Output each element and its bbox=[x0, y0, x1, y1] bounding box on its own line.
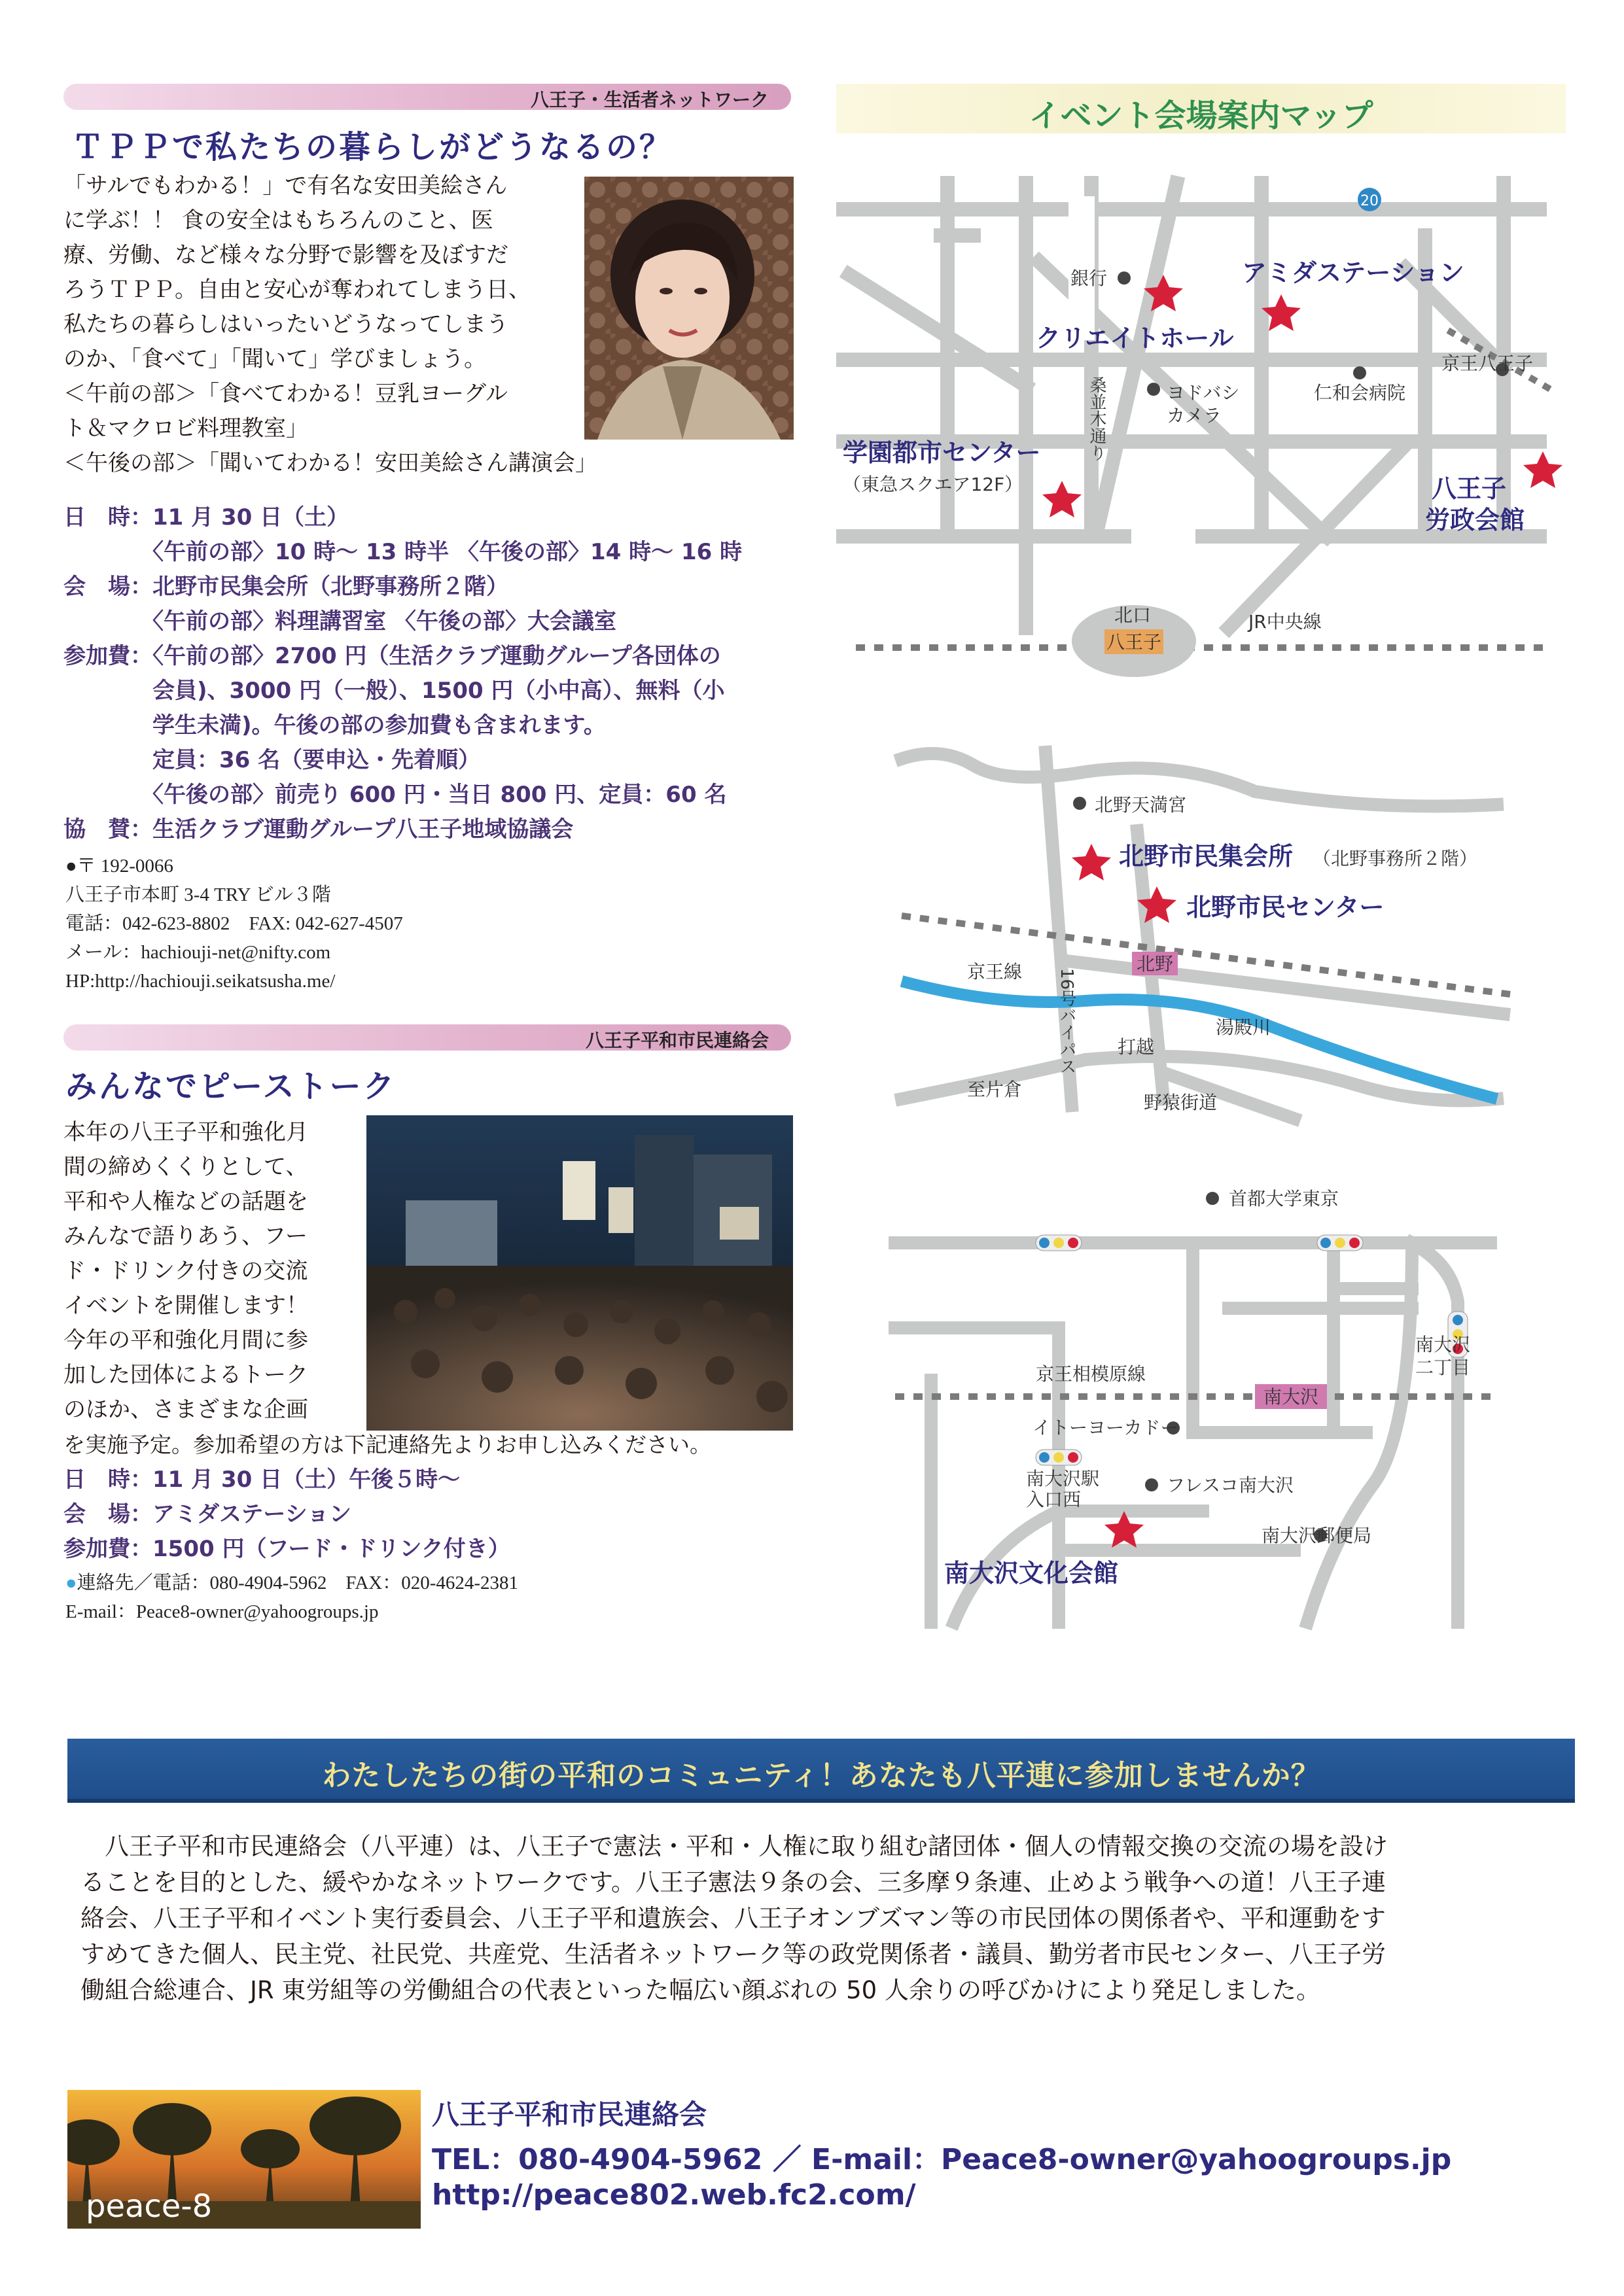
rosei-label-1: 八王子 bbox=[1432, 474, 1507, 503]
peace-contact-email[interactable]: E-mail：Peace8-owner@yahoogroups.jp bbox=[65, 1601, 379, 1622]
shukaijo-label: 北野市民集会所 bbox=[1119, 842, 1294, 871]
peace-detail-line: 参加費：1500 円（フード・ドリンク付き） bbox=[63, 1536, 510, 1562]
create-hall-label: クリエイトホール bbox=[1036, 324, 1234, 353]
peace-intro-line: 間の締めくくりとして、 bbox=[63, 1154, 308, 1180]
rally-photo bbox=[366, 1115, 793, 1431]
jinwa-hospital-label: 仁和会病院 bbox=[1314, 382, 1406, 404]
tokyu-square-label: （東急スクエア12F） bbox=[843, 474, 1023, 495]
footer-org-name: 八王子平和市民連絡会 bbox=[432, 2098, 707, 2131]
uchikoshi-label: 打越 bbox=[1118, 1036, 1155, 1058]
kitano-station-label: 北野 bbox=[1136, 953, 1174, 975]
minamiosawa-station-label: 南大沢 bbox=[1263, 1386, 1319, 1408]
tpp-intro-line: 「サルでもわかる！」で有名な安田美絵さん bbox=[63, 173, 508, 199]
peace8-logo bbox=[67, 2090, 421, 2229]
tpp-contact-postal: ●〒 192-0066 bbox=[65, 856, 173, 877]
banner-text: わたしたちの街の平和のコミュニティ！あなたも八平連に参加しませんか？ bbox=[322, 1759, 1320, 1792]
tpp-intro-line: のか、「食べて」「聞いて」学びましょう。 bbox=[63, 346, 486, 372]
tpp-intro-line: 私たちの暮らしはいったいどうなってしまう bbox=[63, 311, 508, 338]
tpp-contact-address: 八王子市本町 3-4 TRY ビル３階 bbox=[65, 884, 331, 905]
peace-detail-line: 日 時：11 月 30 日（土）午後５時～ bbox=[63, 1467, 461, 1493]
eki-iriguchi-label-1: 南大沢駅 bbox=[1026, 1468, 1100, 1489]
tpp-detail-line: 日 時：11 月 30 日（土） bbox=[63, 504, 349, 531]
tpp-program-line: ＜午前の部＞「食べてわかる！豆乳ヨーグル bbox=[63, 381, 508, 407]
tpp-program bbox=[63, 377, 803, 481]
yudono-river-label: 湯殿川 bbox=[1216, 1017, 1271, 1038]
univ-label: 首都大学東京 bbox=[1229, 1188, 1339, 1209]
about-line: 働組合総連合、JR 東労組等の労働組合の代表といった幅広い顔ぶれの 50 人余りの呼びかけにより発足しました。 bbox=[80, 1976, 1320, 2004]
tpp-detail-line: 会員)、3000 円（一般）、1500 円（小中高）、無料（小 bbox=[63, 678, 725, 704]
map-hachioji bbox=[836, 170, 1576, 693]
eki-iriguchi-label-2: 入口西 bbox=[1026, 1489, 1082, 1510]
footer-contact[interactable]: TEL：080-4904-5962 ／ E-mail：Peace8-owner@yahoogroups.jp bbox=[432, 2143, 1452, 2176]
tpp-detail-line: 協 賛：生活クラブ運動グループ八王子地域協議会 bbox=[63, 816, 574, 843]
map-minamiosawa bbox=[836, 1171, 1576, 1642]
tpp-detail-line: 定員：36 名（要申込・先着順） bbox=[63, 747, 481, 773]
yodobashi-label-1: ヨドバシ bbox=[1167, 382, 1240, 404]
kitaguchi-label: 北口 bbox=[1114, 604, 1152, 626]
shukaijo-note-label: （北野事務所２階） bbox=[1313, 848, 1478, 869]
jr-chuo-line-label: JR中央線 bbox=[1248, 611, 1322, 633]
tpp-contact-homepage[interactable]: HP:http://hachiouji.seikatsusha.me/ bbox=[65, 971, 336, 992]
about-line: ることを目的とした、緩やかなネットワークです。八王子憲法９条の会、三多摩９条連、止めよう戦争への道！八王子連 bbox=[80, 1868, 1386, 1896]
footer-url[interactable]: http://peace802.web.fc2.com/ bbox=[432, 2178, 916, 2212]
peace-contact bbox=[65, 1569, 785, 1626]
noen-kaido-label: 野猿街道 bbox=[1144, 1092, 1218, 1113]
peace-details bbox=[63, 1463, 803, 1567]
tpp-title: ＴＰＰで私たちの暮らしがどうなるの？ bbox=[72, 129, 673, 165]
tpp-contact-phone: 電話：042-623-8802 FAX: 042-627-4507 bbox=[65, 913, 403, 934]
peace-intro-line: 本年の八王子平和強化月 bbox=[63, 1119, 308, 1145]
gakuen-center-label: 学園都市センター bbox=[843, 438, 1041, 467]
peace-intro-line: のほか、さまざまな企画 bbox=[63, 1397, 308, 1423]
peace-organizer-tag: 八王子平和市民連絡会 bbox=[63, 1024, 791, 1051]
tpp-intro-line: 療、労働、など様々な分野で影響を及ぼすだ bbox=[63, 242, 508, 268]
rosei-star-icon bbox=[1523, 451, 1562, 488]
sagamihara-line-label: 京王相模原線 bbox=[1036, 1363, 1146, 1385]
peace-contact-phone: 連絡先／電話：080-4904-5962 FAX：020-4624-2381 bbox=[77, 1573, 519, 1593]
tpp-detail-line: 学生未満)。午後の部の参加費も含まれます。 bbox=[63, 712, 606, 739]
about-paragraph bbox=[80, 1828, 1579, 2008]
map-kitano bbox=[836, 733, 1576, 1138]
yodobashi-label-2: カメラ bbox=[1167, 405, 1222, 426]
about-line: 八王子平和市民連絡会（八平連）は、八王子で憲法・平和・人権に取り組む諸団体・個人の情報交換の交流の場を設け bbox=[80, 1832, 1388, 1860]
peace-contact-phone-row bbox=[65, 1569, 785, 1597]
tpp-intro-line: ろうＴＰＰ。自由と安心が奪われてしまう日、 bbox=[63, 277, 531, 303]
peace-intro-line: 今年の平和強化月間に参 bbox=[63, 1327, 308, 1353]
about-line: 絡会、八王子平和イベント実行委員会、八王子平和遺族会、八王子オンブズマン等の市民団体の関係者や、平和運動をす bbox=[80, 1904, 1386, 1932]
peace-intro bbox=[63, 1115, 364, 1427]
tpp-detail-line: 参加費：〈午前の部〉2700 円（生活クラブ運動グループ各団体の bbox=[63, 643, 721, 669]
tenmangu-label: 北野天満宮 bbox=[1095, 794, 1187, 816]
post-office-label: 南大沢郵便局 bbox=[1262, 1525, 1372, 1546]
peace-intro-line: 平和や人権などの話題を bbox=[63, 1189, 308, 1215]
nichome-label-2: 二丁目 bbox=[1415, 1357, 1471, 1378]
fresco-label: フレスコ南大沢 bbox=[1167, 1474, 1294, 1496]
tpp-intro bbox=[63, 169, 580, 377]
tpp-details bbox=[63, 500, 803, 847]
peace-intro-line: イベントを開催します！ bbox=[63, 1293, 308, 1319]
kuwanami-street-label: 桑並木通り bbox=[1087, 376, 1106, 461]
peace-intro-last: を実施予定。参加希望の方は下記連絡先よりお申し込みください。 bbox=[63, 1432, 711, 1457]
peace8-logo-text: peace-8 bbox=[86, 2188, 213, 2225]
peace-intro-line: ド・ドリンク付きの交流 bbox=[63, 1258, 308, 1284]
tpp-contact bbox=[65, 852, 654, 996]
tpp-organizer-tag: 八王子・生活者ネットワーク bbox=[63, 84, 791, 110]
shikatakura-label: 至片倉 bbox=[967, 1079, 1023, 1100]
bunka-kaikan-label: 南大沢文化会館 bbox=[944, 1559, 1119, 1588]
peace-detail-line: 会 場：アミダステーション bbox=[63, 1501, 351, 1527]
peace-intro-line: みんなで語りあう、フー bbox=[63, 1223, 308, 1249]
hachioji-station-label: 八王子 bbox=[1106, 631, 1162, 653]
keio-hachioji-label: 京王八王子 bbox=[1441, 353, 1534, 374]
keio-line-label: 京王線 bbox=[967, 961, 1023, 983]
bank-label: 銀行 bbox=[1070, 268, 1108, 289]
amida-label: アミダステーション bbox=[1242, 258, 1464, 287]
tpp-detail-line: 〈午後の部〉前売り 600 円・当日 800 円、定員：60 名 bbox=[63, 782, 727, 808]
rosei-label-2: 労政会館 bbox=[1425, 506, 1525, 534]
peace-intro-line: 加した団体によるトーク bbox=[63, 1362, 308, 1388]
tpp-detail-line: 〈午前の部〉10 時～ 13 時半 〈午後の部〉14 時～ 16 時 bbox=[63, 539, 743, 565]
shukaijo-star-icon bbox=[1072, 844, 1111, 880]
tpp-contact-email[interactable]: メール：hachiouji-net@nifty.com bbox=[65, 942, 331, 963]
route-20-label: 20 bbox=[1360, 193, 1379, 209]
tpp-program-line: ＜午後の部＞「聞いてわかる！安田美絵さん講演会」 bbox=[63, 450, 597, 476]
dot-icon: ● bbox=[65, 1573, 77, 1593]
peace-title: みんなでピーストーク bbox=[65, 1068, 397, 1105]
map-section-title: イベント会場案内マップ bbox=[836, 84, 1566, 133]
tpp-detail-line: 〈午前の部〉料理講習室 〈午後の部〉大会議室 bbox=[63, 608, 616, 635]
tpp-program-line: ト＆マクロビ料理教室」 bbox=[63, 415, 308, 442]
tpp-detail-line: 会 場：北野市民集会所（北野事務所２階） bbox=[63, 574, 508, 600]
ito-yokado-label: イトーヨーカドー bbox=[1033, 1417, 1179, 1438]
about-line: すめてきた個人、民主党、社民党、共産党、生活者ネットワーク等の政党関係者・議員、勤労者市民センター、八王子労 bbox=[80, 1940, 1386, 1968]
kitano-center-label: 北野市民センター bbox=[1186, 893, 1385, 922]
bypass-label: 16号バイパス bbox=[1057, 968, 1076, 1075]
gakuen-star-icon bbox=[1042, 481, 1082, 517]
banner bbox=[67, 1739, 1575, 1803]
tpp-intro-line: に学ぶ！！ 食の安全はもちろんのこと、医 bbox=[63, 207, 493, 234]
nichome-label-1: 南大沢 bbox=[1415, 1334, 1471, 1355]
